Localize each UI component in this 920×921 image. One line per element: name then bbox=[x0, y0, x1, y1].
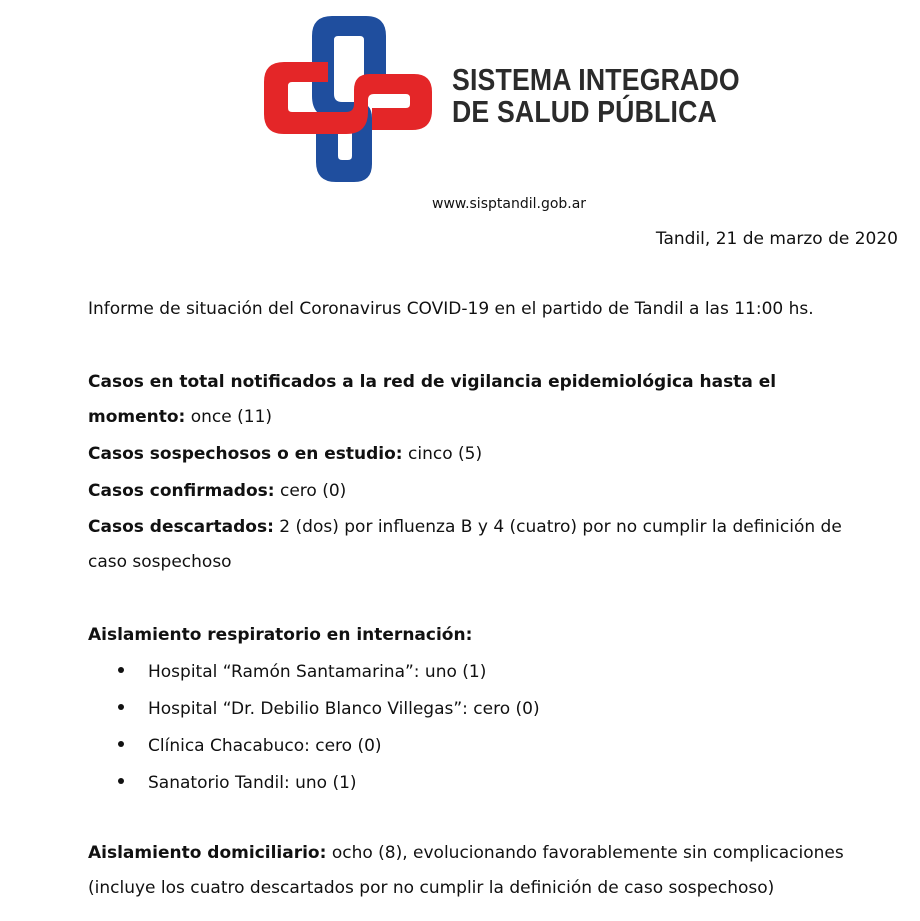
casos-sospechosos-label: Casos sospechosos o en estudio: bbox=[88, 444, 403, 464]
casos-confirmados-label: Casos confirmados: bbox=[88, 481, 275, 501]
organization-name bbox=[452, 64, 740, 128]
casos-sospechosos-value: cinco (5) bbox=[402, 444, 483, 464]
casos-descartados-cont: caso sospechoso bbox=[88, 552, 232, 572]
sisp-logo-icon bbox=[262, 10, 434, 186]
casos-descartados-label: Casos descartados: bbox=[88, 517, 274, 537]
casos-total-value: once (11) bbox=[185, 407, 273, 427]
website-link[interactable]: www.sisptandil.gob.ar bbox=[432, 196, 587, 212]
casos-total-label-cont: momento: bbox=[88, 407, 186, 427]
casos-confirmados bbox=[88, 473, 888, 509]
intro-paragraph: Informe de situación del Coronavirus COVID-19 en el partido de Tandil a las 11:00 hs. bbox=[88, 299, 814, 319]
bullet-icon bbox=[118, 704, 124, 710]
aislamiento-domiciliario-value: ocho (8), evolucionando favorablemente sin complicaciones bbox=[326, 843, 844, 863]
bullet-icon bbox=[118, 741, 124, 747]
organization-name-line1: SISTEMA INTEGRADO bbox=[452, 62, 740, 97]
organization-name-line2: DE SALUD PÚBLICA bbox=[452, 94, 717, 129]
casos-descartados-value: 2 (dos) por influenza B y 4 (cuatro) por no cumplir la definición de bbox=[273, 517, 842, 537]
list-item bbox=[118, 728, 540, 765]
casos-total-label: Casos en total notificados a la red de vigilancia epidemiológica hasta el bbox=[88, 372, 777, 392]
list-item bbox=[118, 654, 540, 691]
aislamiento-domiciliario bbox=[88, 835, 888, 871]
casos-total-line1 bbox=[88, 364, 888, 400]
aislamiento-internacion-heading: Aislamiento respiratorio en internación: bbox=[88, 625, 473, 645]
casos-sospechosos bbox=[88, 436, 888, 472]
list-item-text: Sanatorio Tandil: uno (1) bbox=[148, 773, 357, 793]
casos-descartados bbox=[88, 509, 888, 545]
casos-total-line2 bbox=[88, 399, 888, 435]
list-item bbox=[118, 691, 540, 728]
internacion-list bbox=[118, 654, 540, 802]
list-item-text: Hospital “Dr. Debilio Blanco Villegas”: cero (0) bbox=[148, 699, 540, 719]
aislamiento-domiciliario-cont: (incluye los cuatro descartados por no cumplir la definición de caso sospechoso) bbox=[88, 878, 775, 898]
list-item-text: Clínica Chacabuco: cero (0) bbox=[148, 736, 382, 756]
casos-confirmados-value: cero (0) bbox=[274, 481, 347, 501]
bullet-icon bbox=[118, 667, 124, 673]
list-item bbox=[118, 765, 540, 802]
bullet-icon bbox=[118, 778, 124, 784]
document-date: Tandil, 21 de marzo de 2020 bbox=[655, 229, 898, 249]
aislamiento-domiciliario-label: Aislamiento domiciliario: bbox=[88, 843, 327, 863]
list-item-text: Hospital “Ramón Santamarina”: uno (1) bbox=[148, 662, 487, 682]
